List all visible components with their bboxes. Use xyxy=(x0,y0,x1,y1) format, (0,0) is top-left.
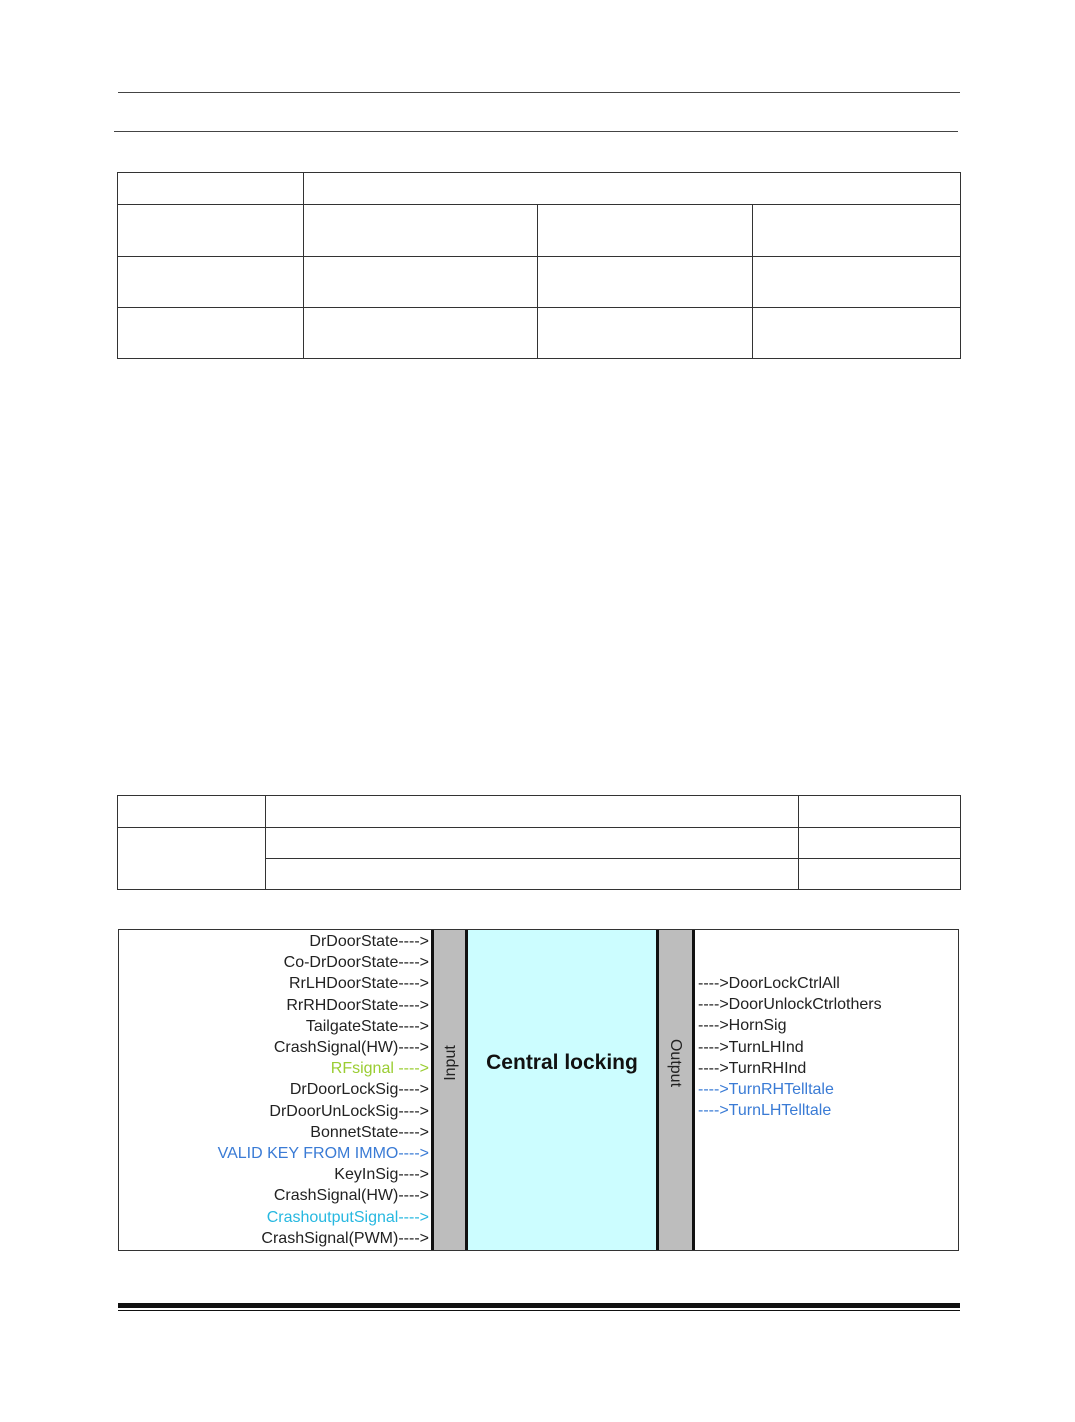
footer-rule-thin xyxy=(118,1310,960,1311)
output-signal-label: ---->HornSig xyxy=(698,1017,787,1035)
output-signal-label: ---->TurnLHInd xyxy=(698,1038,804,1056)
table-cell xyxy=(266,796,799,828)
input-signal-label: DrDoorLockSig----> xyxy=(289,1081,429,1099)
output-bar-label: Output xyxy=(667,1038,684,1088)
central-locking-block xyxy=(468,930,656,1250)
table-cell xyxy=(538,308,753,359)
table-row xyxy=(118,173,961,205)
output-signal-label: ---->TurnLHTelltale xyxy=(698,1102,832,1120)
input-bar-label: Input xyxy=(442,1045,459,1081)
table-row xyxy=(118,308,961,359)
output-signal-label: ---->DoorLockCtrlAll xyxy=(698,975,840,992)
table-cell xyxy=(538,205,753,257)
table-cell xyxy=(799,796,961,828)
table-cell xyxy=(753,257,961,308)
table-cell xyxy=(753,205,961,257)
table-cell xyxy=(304,205,538,257)
input-signal-label: RrLHDoorState----> xyxy=(288,975,429,993)
table-cell xyxy=(118,205,304,257)
input-signal-label: BonnetState----> xyxy=(310,1123,429,1141)
footer-rule-thick xyxy=(118,1303,960,1308)
input-signal-label: VALID KEY FROM IMMO----> xyxy=(217,1145,429,1162)
table-row xyxy=(118,257,961,308)
input-signal-label: CrashoutputSignal----> xyxy=(266,1208,429,1226)
table-cell xyxy=(118,828,266,890)
input-signal-label: DrDoorState----> xyxy=(309,933,429,950)
output-bar xyxy=(659,930,692,1250)
input-signal-label: TailgateState----> xyxy=(305,1017,429,1035)
table-row xyxy=(118,205,961,257)
central-locking-title: Central locking xyxy=(486,1051,638,1074)
table-cell xyxy=(266,828,799,859)
output-signal-label: ---->TurnRHTelltale xyxy=(698,1081,834,1098)
table-row xyxy=(118,796,961,828)
table-cell xyxy=(118,308,304,359)
signal-table xyxy=(117,795,961,890)
input-signal-label: RFsignal ----> xyxy=(330,1060,429,1078)
table-cell xyxy=(304,257,538,308)
table-cell xyxy=(118,173,304,205)
table-cell xyxy=(118,796,266,828)
table-cell xyxy=(538,257,753,308)
output-bar-right-edge xyxy=(692,930,695,1250)
table-cell xyxy=(799,828,961,859)
input-signal-label: DrDoorUnLockSig----> xyxy=(269,1102,429,1120)
input-signal-label: CrashSignal(HW)----> xyxy=(273,1187,429,1205)
input-signal-label: CrashSignal(HW)----> xyxy=(273,1039,429,1056)
input-bar xyxy=(434,930,465,1250)
table-cell xyxy=(799,859,961,890)
input-signal-label: KeyInSig----> xyxy=(334,1166,429,1184)
table-cell xyxy=(118,257,304,308)
input-signal-label: CrashSignal(PWM)----> xyxy=(261,1229,429,1247)
table-cell xyxy=(753,308,961,359)
output-signal-label: ---->TurnRHInd xyxy=(698,1059,807,1077)
input-signal-label: RrRHDoorState----> xyxy=(286,996,429,1014)
central-locking-diagram xyxy=(118,929,959,1251)
header-rule-top xyxy=(118,92,960,93)
table-row xyxy=(118,828,961,859)
table-cell xyxy=(266,859,799,890)
table-cell xyxy=(304,308,538,359)
input-signal-label: Co-DrDoorState----> xyxy=(283,954,429,972)
header-rule-bottom xyxy=(114,131,958,132)
revision-table xyxy=(117,172,961,359)
output-signal-label: ---->DoorUnlockCtrlothers xyxy=(698,996,882,1014)
table-cell xyxy=(304,173,961,205)
